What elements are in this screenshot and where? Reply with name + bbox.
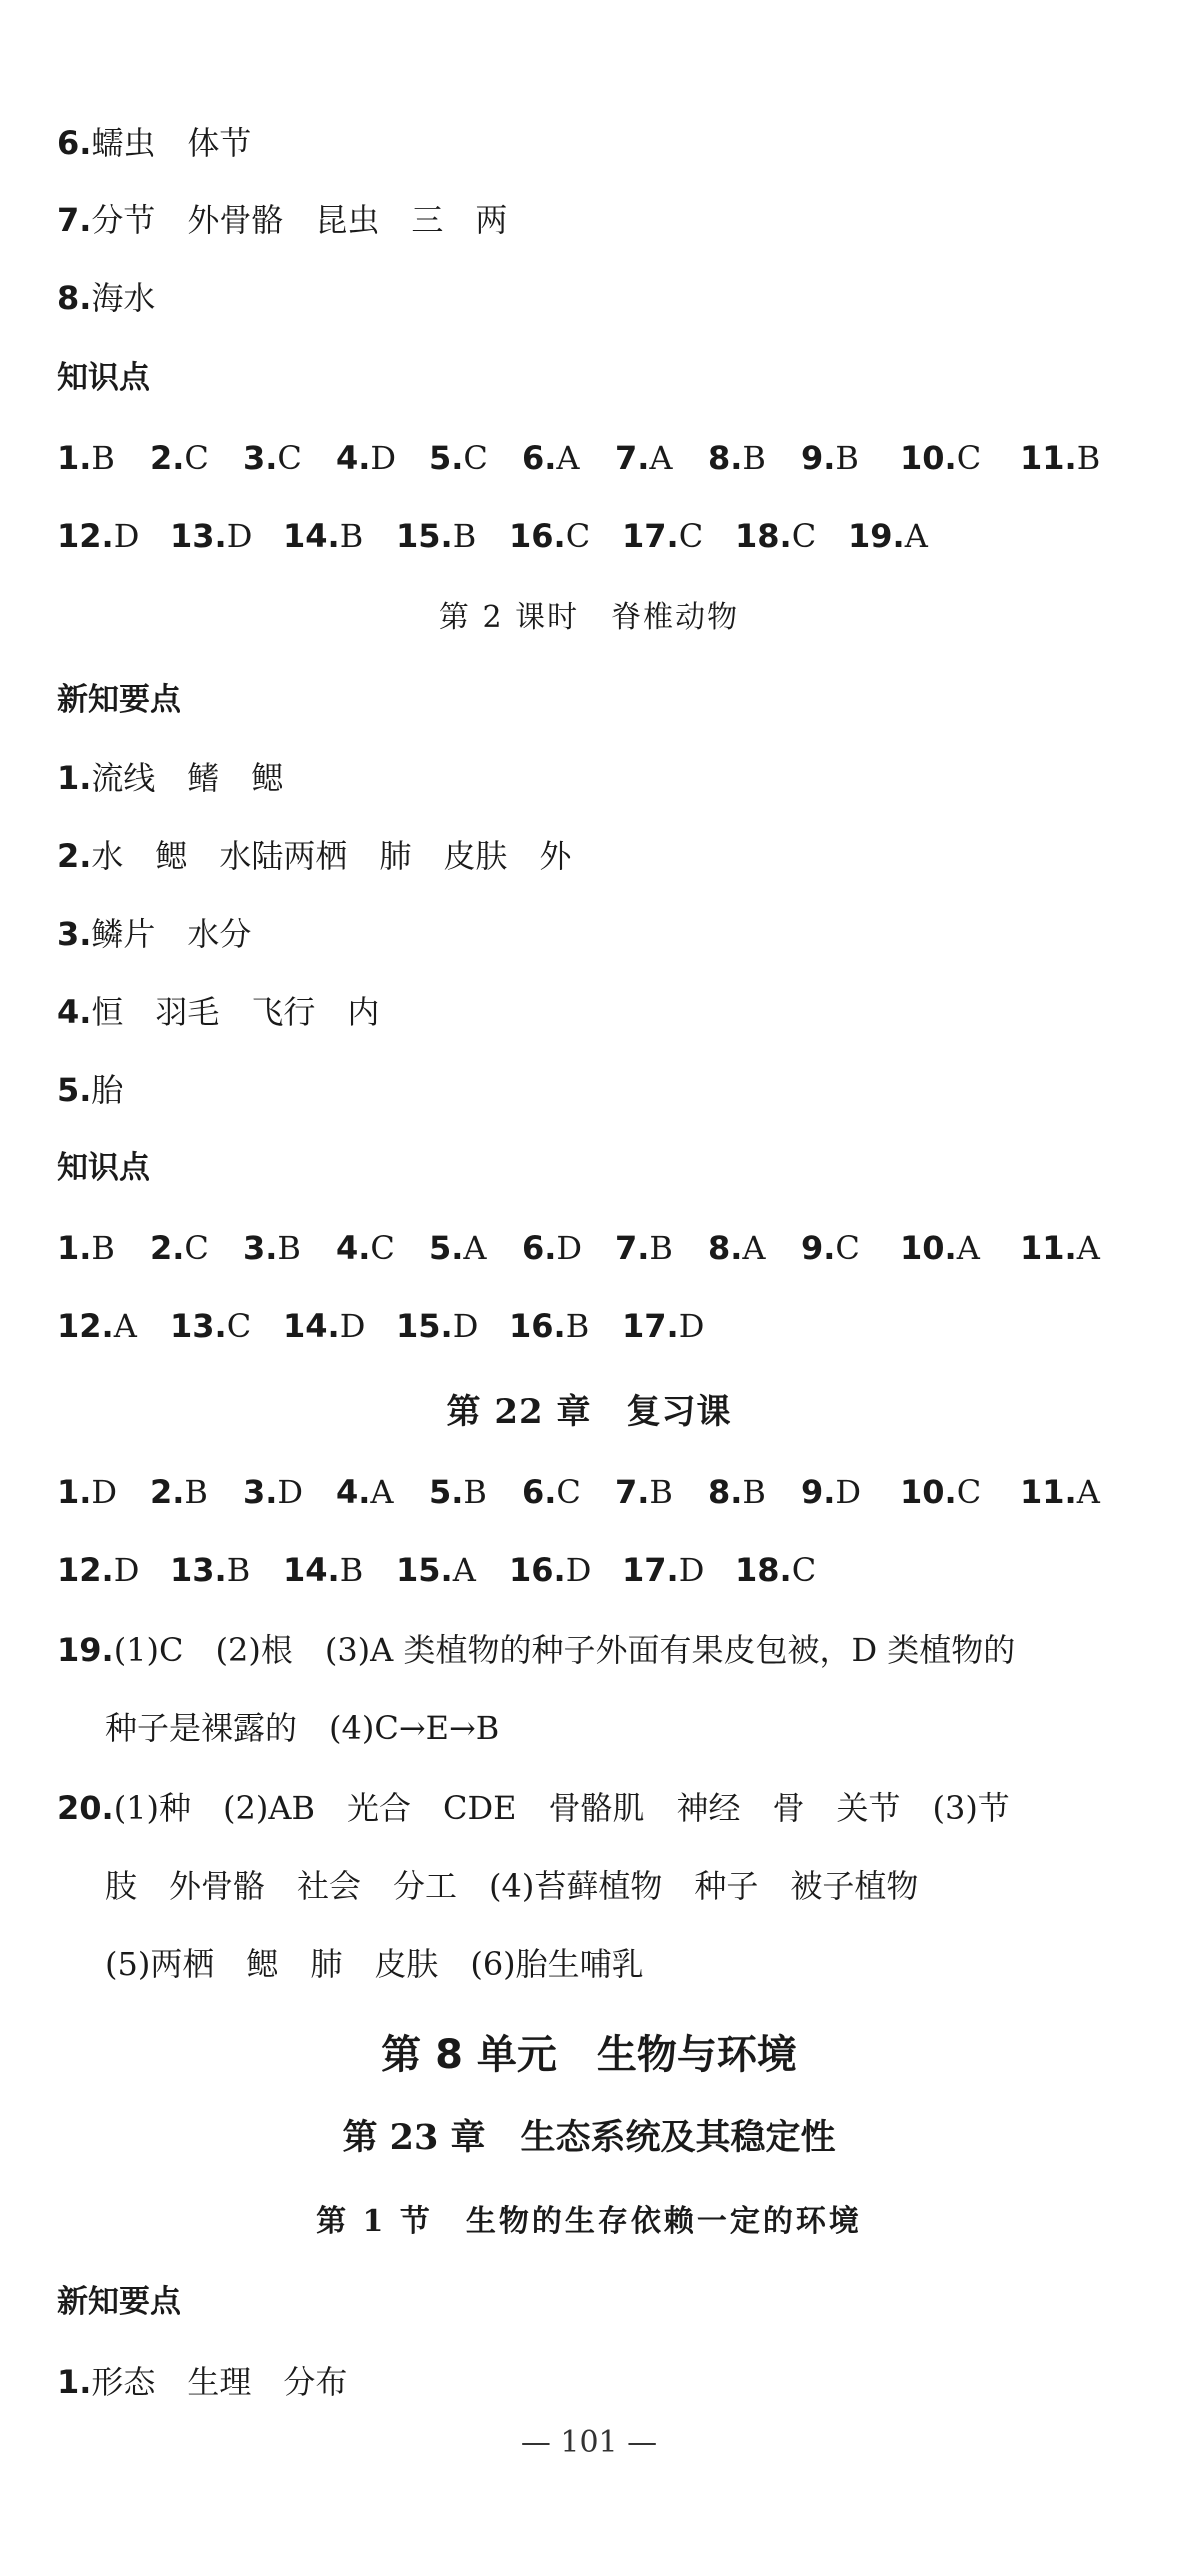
question-number: 10.	[900, 1473, 957, 1511]
answer-letter: C	[463, 439, 488, 477]
question-number: 1.	[57, 439, 92, 477]
answer-line-1: 1.形态 生理 分布	[57, 2363, 348, 2401]
question-number: 4.	[336, 1473, 371, 1511]
chapter-title: 第 22 章 复习课	[446, 1392, 732, 1432]
answer-item	[622, 1306, 704, 1346]
question-number: 6.	[522, 439, 557, 477]
answer-item	[57, 1306, 137, 1346]
answer-letter: C	[835, 1229, 860, 1267]
answer-letter: A	[649, 439, 673, 477]
question-number: 3.	[243, 439, 278, 477]
answer-item	[1020, 1228, 1100, 1268]
question-number: 7.	[615, 1473, 650, 1511]
answer-letter: A	[370, 1473, 394, 1511]
question-number: 13.	[170, 517, 227, 555]
answer-letter: D	[452, 1307, 479, 1345]
answer-letter: D	[556, 1229, 583, 1267]
answer-item	[170, 1550, 250, 1590]
answer-letter: B	[565, 1307, 590, 1345]
question-number: 13.	[170, 1307, 227, 1345]
question-number: 9.	[801, 1229, 836, 1267]
answer-letter: A	[463, 1229, 487, 1267]
question-number: 15.	[396, 1551, 453, 1589]
answer-letter: B	[277, 1229, 301, 1267]
question-number: 6.	[522, 1473, 557, 1511]
answer-letter: A	[1076, 1229, 1100, 1267]
question-number: 8.	[708, 439, 743, 477]
answer-item	[57, 1228, 115, 1268]
question-number: 9.	[801, 439, 836, 477]
question-19-line1: 19.(1)C (2)根 (3)A 类植物的种子外面有果皮包被，D 类植物的	[57, 1631, 1016, 1669]
question-number: 14.	[283, 517, 340, 555]
answer-line-6: 6.蠕虫 体节	[57, 124, 252, 162]
answer-item	[509, 516, 590, 556]
question-number: 7.	[615, 439, 650, 477]
question-number: 11.	[1020, 1229, 1077, 1267]
question-number: 10.	[900, 439, 957, 477]
question-number: 13.	[170, 1551, 227, 1589]
section-label-xinzhi: 新知要点	[57, 682, 181, 718]
answer-item	[336, 438, 396, 478]
answer-letter: C	[565, 517, 591, 555]
answer-item	[522, 1472, 581, 1512]
answer-letter: D	[91, 1473, 118, 1511]
answer-item	[429, 438, 488, 478]
unit-title: 第 8 单元 生物与环境	[381, 2032, 797, 2078]
answer-item	[735, 1550, 816, 1590]
answer-line-5: 5.胎	[57, 1071, 124, 1109]
answer-letter: D	[678, 1551, 705, 1589]
answer-item	[708, 438, 766, 478]
answer-letter: B	[339, 1551, 364, 1589]
answer-item	[170, 1306, 251, 1346]
answer-item	[150, 1228, 209, 1268]
answer-letter: A	[1076, 1473, 1100, 1511]
question-number: 8.	[708, 1229, 743, 1267]
question-number: 17.	[622, 1307, 679, 1345]
question-number: 5.	[429, 1229, 464, 1267]
answer-letter: A	[452, 1551, 476, 1589]
question-number: 7.	[615, 1229, 650, 1267]
answer-item	[57, 1472, 117, 1512]
answer-letter: B	[452, 517, 477, 555]
question-number: 5.	[429, 1473, 464, 1511]
answer-letter: B	[91, 1229, 115, 1267]
answer-item	[509, 1306, 589, 1346]
answer-line-7: 7.分节 外骨骼 昆虫 三 两	[57, 201, 508, 239]
answer-item	[396, 516, 476, 556]
answer-letter: D	[678, 1307, 705, 1345]
question-20-line2: 肢 外骨骼 社会 分工 (4)苔藓植物 种子 被子植物	[105, 1867, 919, 1905]
answer-item	[900, 1472, 981, 1512]
question-20-line1: 20.(1)种 (2)AB 光合 CDE 骨骼肌 神经 骨 关节 (3)节	[57, 1789, 1010, 1827]
question-20-line3: (5)两栖 鳃 肺 皮肤 (6)胎生哺乳	[105, 1945, 644, 1983]
question-number: 9.	[801, 1473, 836, 1511]
answer-letter: B	[742, 439, 766, 477]
answer-item	[57, 1550, 139, 1590]
answer-item	[243, 438, 302, 478]
question-number: 6.	[522, 1229, 557, 1267]
answer-item	[522, 438, 580, 478]
answer-letter: A	[742, 1229, 766, 1267]
answer-item	[522, 1228, 582, 1268]
answer-item	[708, 1472, 766, 1512]
question-number: 4.	[336, 1229, 371, 1267]
answer-letter: B	[649, 1473, 673, 1511]
question-number: 14.	[283, 1307, 340, 1345]
answer-line-4: 4.恒 羽毛 飞行 内	[57, 993, 380, 1031]
answer-item	[396, 1306, 478, 1346]
answer-item	[283, 1550, 363, 1590]
question-number: 15.	[396, 1307, 453, 1345]
answer-item	[429, 1228, 487, 1268]
answer-letter: B	[463, 1473, 487, 1511]
answer-letter: D	[113, 1551, 140, 1589]
question-number: 19.	[848, 517, 905, 555]
answer-letter: C	[277, 439, 302, 477]
answer-letter: C	[370, 1229, 395, 1267]
answer-line-1: 1.流线 鳍 鳃	[57, 759, 284, 797]
answer-letter: D	[835, 1473, 862, 1511]
answer-item	[615, 1472, 673, 1512]
answer-item	[170, 516, 252, 556]
question-number: 12.	[57, 1307, 114, 1345]
question-number: 12.	[57, 517, 114, 555]
answer-letter: A	[904, 517, 928, 555]
question-number: 10.	[900, 1229, 957, 1267]
answer-letter: B	[835, 439, 859, 477]
answer-letter: D	[339, 1307, 366, 1345]
answer-letter: A	[556, 439, 580, 477]
question-number: 16.	[509, 1551, 566, 1589]
answer-item	[336, 1472, 394, 1512]
answer-letter: B	[226, 1551, 251, 1589]
question-number: 2.	[150, 1229, 185, 1267]
section-label-zhishidian: 知识点	[57, 1150, 150, 1186]
question-number: 1.	[57, 1229, 92, 1267]
answer-letter: C	[184, 439, 209, 477]
answer-letter: D	[370, 439, 397, 477]
answer-item	[615, 438, 673, 478]
answer-letter: C	[226, 1307, 252, 1345]
answer-item	[801, 1472, 861, 1512]
chapter-title: 第 23 章 生态系统及其稳定性	[342, 2117, 836, 2158]
question-number: 15.	[396, 517, 453, 555]
answer-letter: C	[956, 439, 982, 477]
question-19-line2: 种子是裸露的 (4)C→E→B	[105, 1709, 500, 1747]
answer-letter: D	[277, 1473, 304, 1511]
answer-letter: D	[113, 517, 140, 555]
answer-letter: A	[113, 1307, 137, 1345]
question-number: 18.	[735, 1551, 792, 1589]
question-number: 17.	[622, 1551, 679, 1589]
answer-line-8: 8.海水	[57, 279, 156, 317]
answer-letter: C	[791, 1551, 817, 1589]
answer-item	[150, 438, 209, 478]
question-number: 1.	[57, 1473, 92, 1511]
answer-item	[801, 1228, 860, 1268]
answer-item	[57, 516, 139, 556]
answer-letter: B	[1076, 439, 1101, 477]
question-number: 8.	[708, 1473, 743, 1511]
answer-item	[336, 1228, 395, 1268]
answer-item	[243, 1472, 303, 1512]
answer-letter: B	[649, 1229, 673, 1267]
answer-item	[735, 516, 816, 556]
answer-item	[283, 516, 363, 556]
question-number: 3.	[243, 1229, 278, 1267]
question-number: 11.	[1020, 439, 1077, 477]
answer-letter: B	[339, 517, 364, 555]
answer-line-2: 2.水 鳃 水陆两栖 肺 皮肤 外	[57, 837, 572, 875]
answer-letter: D	[565, 1551, 592, 1589]
question-number: 17.	[622, 517, 679, 555]
section-title: 第 1 节 生物的生存依赖一定的环境	[316, 2204, 862, 2239]
answer-item	[801, 438, 859, 478]
question-number: 11.	[1020, 1473, 1077, 1511]
answer-item	[900, 1228, 980, 1268]
question-number: 2.	[150, 439, 185, 477]
answer-item	[1020, 438, 1100, 478]
answer-item	[429, 1472, 487, 1512]
answer-letter: D	[226, 517, 253, 555]
answer-letter: C	[791, 517, 817, 555]
answer-letter: B	[91, 439, 115, 477]
answer-item	[57, 438, 115, 478]
answer-item	[396, 1550, 476, 1590]
question-number: 12.	[57, 1551, 114, 1589]
answer-letter: C	[956, 1473, 982, 1511]
answer-item	[708, 1228, 766, 1268]
answer-item	[1020, 1472, 1100, 1512]
question-number: 5.	[429, 439, 464, 477]
answer-item	[900, 438, 981, 478]
question-number: 3.	[243, 1473, 278, 1511]
question-number: 18.	[735, 517, 792, 555]
answer-item	[243, 1228, 301, 1268]
answer-item	[150, 1472, 208, 1512]
answer-letter: B	[742, 1473, 766, 1511]
lesson-title: 第 2 课时 脊椎动物	[438, 600, 740, 635]
section-label-zhishidian: 知识点	[57, 360, 150, 396]
question-number: 16.	[509, 517, 566, 555]
question-number: 14.	[283, 1551, 340, 1589]
page-number: — 101 —	[520, 2425, 658, 2460]
answer-item	[509, 1550, 591, 1590]
answer-letter: C	[678, 517, 704, 555]
answer-item	[622, 1550, 704, 1590]
answer-letter: A	[956, 1229, 980, 1267]
answer-item	[615, 1228, 673, 1268]
section-label-xinzhi: 新知要点	[57, 2284, 181, 2320]
answer-item	[622, 516, 703, 556]
answer-letter: C	[556, 1473, 581, 1511]
answer-item	[283, 1306, 365, 1346]
answer-letter: C	[184, 1229, 209, 1267]
answer-item	[848, 516, 928, 556]
answer-letter: B	[184, 1473, 208, 1511]
question-number: 4.	[336, 439, 371, 477]
answer-line-3: 3.鳞片 水分	[57, 915, 252, 953]
question-number: 16.	[509, 1307, 566, 1345]
question-number: 2.	[150, 1473, 185, 1511]
